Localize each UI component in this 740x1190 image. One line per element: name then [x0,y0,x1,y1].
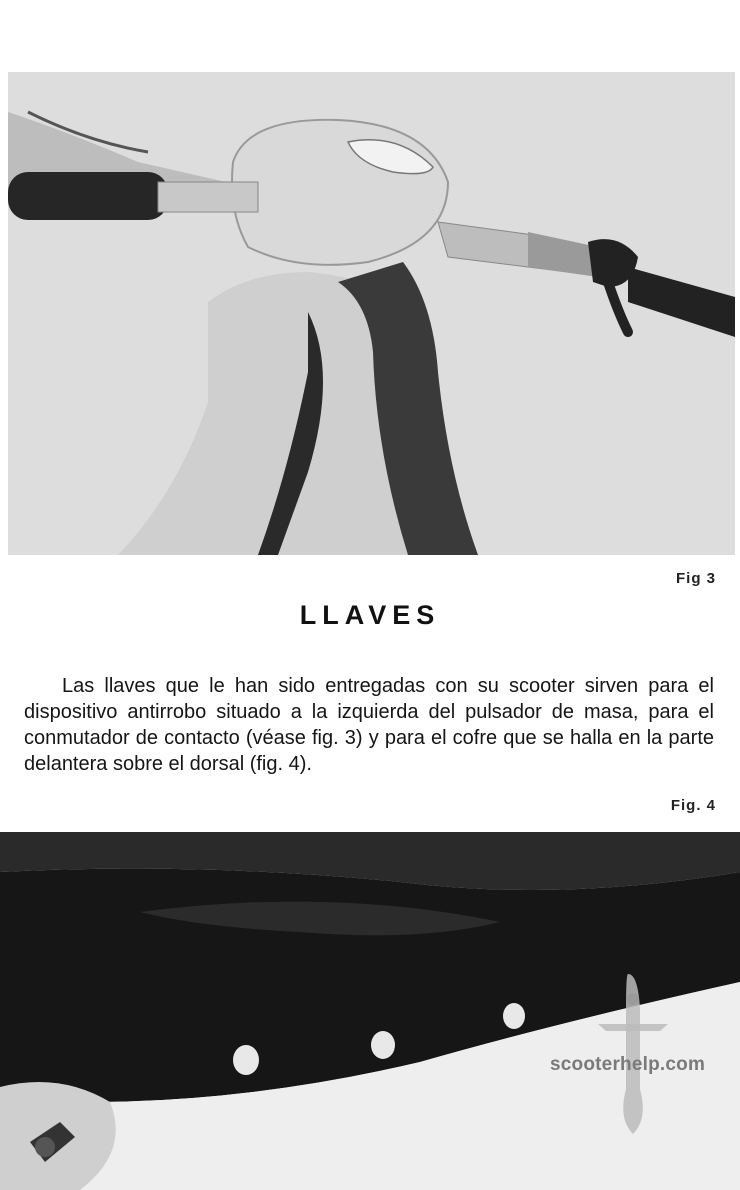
watermark-text: scooterhelp.com [550,1054,706,1075]
body-paragraph [24,673,714,777]
fig4-caption: Fig. 4 [670,797,716,814]
body-text: Las llaves que le han sido entregadas con su scooter sirven para el dispositivo antirrobo situado a la izquierda del pulsador de masa, para el conmutador de contacto (véase fig. 3) y para el cofre que se halla en la parte delantera sobre el dorsal (fig. 4). [24,675,714,775]
section-heading: LLAVES [299,600,441,630]
fig3-caption: Fig 3 [675,570,716,587]
fig3-photo [8,72,735,555]
scooter-handlebar-photo-icon [8,72,735,555]
watermark [550,1054,705,1076]
